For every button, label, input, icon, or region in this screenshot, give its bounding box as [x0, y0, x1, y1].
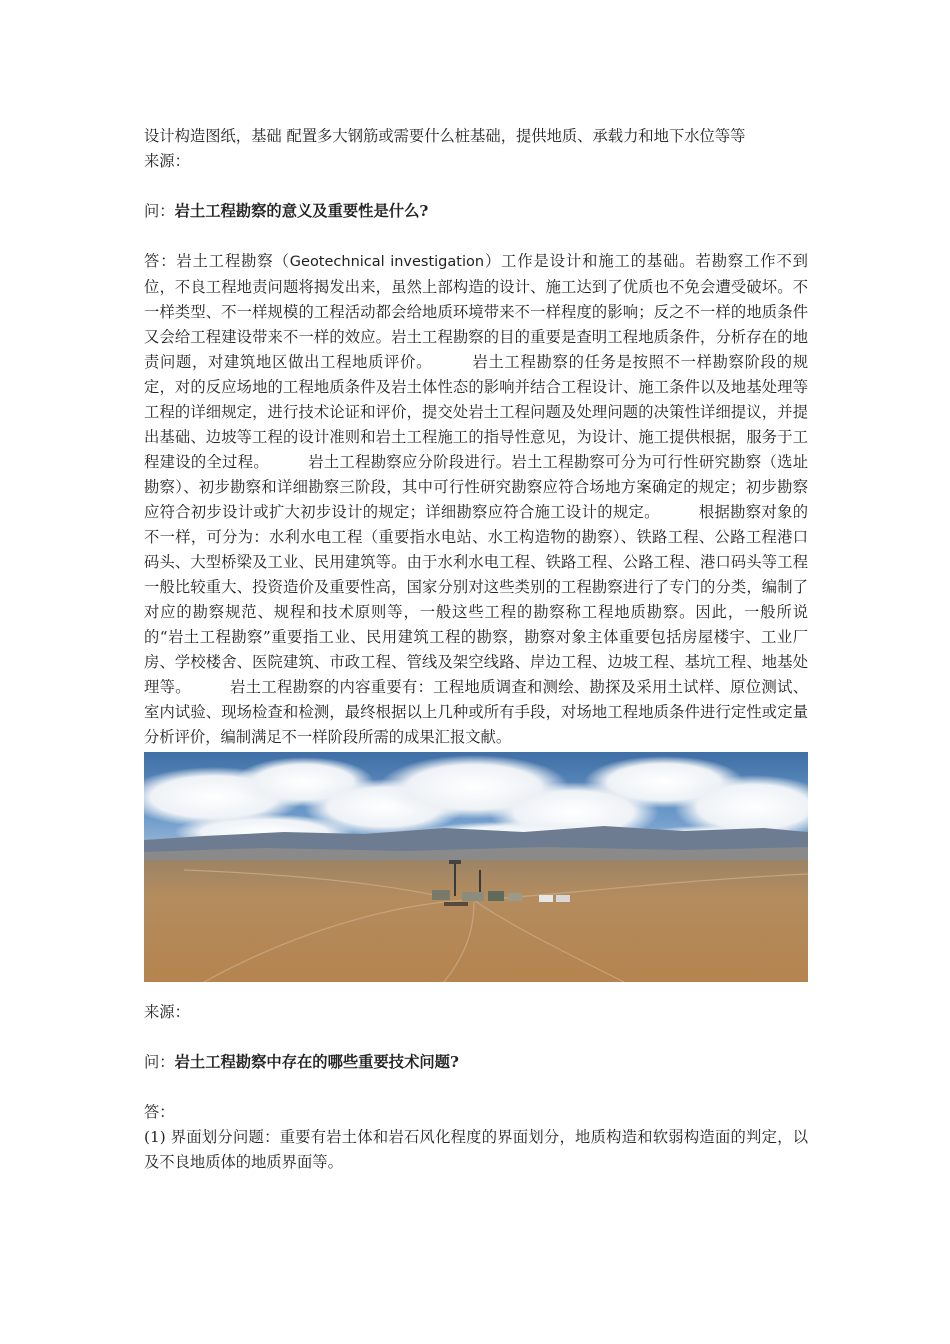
answer-latin-term: Geotechnical investigation [289, 254, 485, 270]
answer-body: ）工作是设计和施工的基础。若勘察工作不到位，不良工程地责问题将揭发出来，虽然上部构造的设计、施工达到了优质也不免会遭受破坏。不一样类型、不一样规模的工程活动都会给地质环境带来不一样程度的影响；反之不一样的地质条件又会给工程建设带来不一样的效应。岩土工程勘察的目的重要是查明工程地质条件，分析存在的地责问题，对建筑地区做出工程地质评价。 岩土工程勘察的任务是按照不一样勘察阶段的规定，对的反应场地的工程地质条件及岩土体性态的影响并结合工程设计、施工条件以及地基处理等工程的详细规定，进行技术论证和评价，提交处岩土工程问题及处理问题的决策性详细提议，并提出基础、边坡等工程的设计准则和岩土工程施工的指导性意见，为设计、施工提供根据，服务于工程建设的全过程。 岩土工程勘察应分阶段进行。岩土工程勘察可分为可行性研究勘察（选址勘察）、初步勘察和详细勘察三阶段，其中可行性研究勘察应符合场地方案确定的规定；初步勘察应符合初步设计或扩大初步设计的规定；详细勘察应符合施工设计的规定。 根据勘察对象的不一样，可分为：水利水电工程（重要指水电站、水工构造物的勘察）、铁路工程、公路工程港口码头、大型桥梁及工业、民用建筑等。由于水利水电工程、铁路工程、公路工程、港口码头等工程一般比较重大、投资造价及重要性高，国家分别对这些类别的工程勘察进行了专门的分类，编制了对应的勘察规范、规程和技术原则等，一般这些工程的勘察称工程地质勘察。因此，一般所说的“岩土工程勘察”重要指工业、民用建筑工程的勘察，勘察对象主体重要包括房屋楼宇、工业厂房、学校楼舍、医院建筑、市政工程、管线及架空线路、岸边工程、边坡工程、基坑工程、地基处理等。 岩土工程勘察的内容重要有：工程地质调查和测绘、勘探及采用土试样、原位测试、室内试验、现场检查和检测，最终根据以上几种或所有手段，对场地工程地质条件进行定性或定量分析评价，编制满足不一样阶段所需的成果汇报文献。 [144, 252, 808, 746]
document-body [144, 124, 808, 1175]
source-label-2: 来源： [144, 1003, 190, 1021]
question-1 [144, 199, 808, 224]
intro-paragraph: 设计构造图纸，基础 配置多大钢筋或需要什么桩基础，提供地质、承载力和地下水位等等 [144, 127, 746, 145]
drilling-site-photo [144, 752, 808, 982]
question-2 [144, 1050, 808, 1075]
answer-1-paragraph [144, 249, 808, 750]
source-label: 来源： [144, 152, 190, 170]
question-text: 岩土工程勘察的意义及重要性是什么? [174, 202, 429, 220]
answer-2-item-1: (1) 界面划分问题：重要有岩土体和岩石风化程度的界面划分，地质构造和软弱构造面的判定，以及不良地质体的地质界面等。 [144, 1128, 808, 1171]
answer-2-label: 答： [144, 1103, 175, 1121]
question-prefix: 问： [144, 1053, 175, 1071]
answer-prefix: 答：岩土工程勘察（ [144, 252, 290, 270]
question-text: 岩土工程勘察中存在的哪些重要技术问题? [174, 1053, 459, 1071]
question-prefix: 问： [144, 202, 175, 220]
